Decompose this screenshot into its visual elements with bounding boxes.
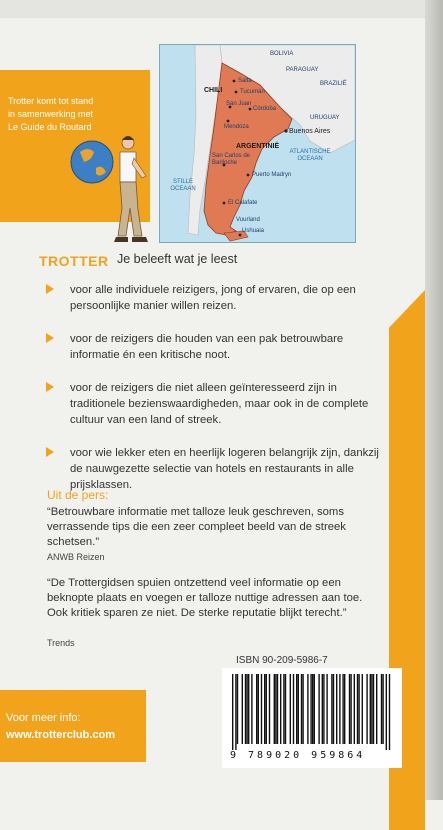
barcode-bar <box>350 674 351 744</box>
map-label-buenos-aires: Buenos Aires <box>289 128 331 135</box>
audience-list <box>46 282 386 510</box>
barcode-bar <box>373 674 374 744</box>
accent-panel-bottom-left <box>0 690 146 762</box>
barcode-bar <box>331 674 332 744</box>
barcode-bar <box>264 674 265 744</box>
barcode-bar <box>310 674 311 744</box>
list-item <box>46 380 386 428</box>
press-quote-source: ANWB Reizen <box>47 552 105 562</box>
barcode-bar <box>371 674 372 744</box>
barcode-bar <box>242 674 243 744</box>
list-item <box>46 282 386 314</box>
argentina-map <box>159 44 356 243</box>
barcode-bar <box>274 674 275 744</box>
press-quote: “Betrouwbare informatie met talloze leuk geschreven, soms verrassende tips die een zeer compleet beeld van de streek schetsen.” <box>47 506 346 548</box>
barcode-bar <box>266 674 267 744</box>
barcode-bar <box>248 674 249 744</box>
barcode-bar <box>298 674 299 744</box>
barcode-bar <box>275 674 276 744</box>
press-heading: Uit de pers: <box>47 488 109 502</box>
barcode-bar <box>296 674 297 744</box>
barcode-bar <box>322 674 323 744</box>
map-label-bolivia: BOLIVIA <box>270 51 294 57</box>
barcode-bar <box>342 674 343 744</box>
barcode-bar <box>285 674 286 744</box>
barcode-bar <box>344 674 345 744</box>
list-item <box>46 445 386 493</box>
barcode-bar <box>251 674 252 744</box>
partner-note-line: Le Guide du Routard <box>8 122 92 132</box>
brand-tagline: Je beleeft wat je leest <box>117 252 238 266</box>
barcode-bar <box>293 674 294 744</box>
barcode-bar <box>246 674 247 744</box>
barcode-bar <box>258 674 259 744</box>
barcode-bar <box>362 674 363 744</box>
bullet-arrow-icon <box>46 333 54 343</box>
barcode-bar <box>336 674 337 744</box>
barcode-bar <box>280 674 281 744</box>
barcode-bar <box>381 674 382 744</box>
barcode-bar <box>366 674 367 744</box>
map-label-cordoba: Córdoba <box>253 106 277 112</box>
barcode-bar <box>349 674 350 744</box>
map-label-tucuman: Tucumán <box>240 89 265 95</box>
barcode-bar <box>354 674 355 744</box>
barcode-bar <box>235 674 236 750</box>
barcode-bar <box>232 674 233 750</box>
barcode-bar <box>376 674 377 744</box>
press-quote: “De Trottergidsen spuien ontzettend veel informatie op een beknopte plaats en voegen er talloze nuttige adressen aan toe. Ook kritiek sparen ze niet. De sterke reputatie blijkt terecht.” <box>47 577 363 619</box>
partner-note-line: in samenwerking met <box>8 109 94 119</box>
barcode-bar <box>283 674 284 744</box>
map-label-argentina: ARGENTINIË <box>236 143 280 150</box>
barcode-bar <box>386 674 387 750</box>
map-label-el-calafate: El Calafate <box>228 200 258 206</box>
barcode-digits: 9 789020 959864 <box>230 750 366 761</box>
barcode-bar <box>339 674 340 744</box>
barcode-bar <box>301 674 302 744</box>
map-label-pacific: STILLE OCEAAN <box>170 179 196 192</box>
barcode-bar <box>269 674 270 744</box>
map-label-ushuaia: Ushuaia <box>242 228 265 234</box>
barcode-bar <box>256 674 257 744</box>
barcode-bars <box>222 668 402 752</box>
isbn-number: ISBN 90-209-5986-7 <box>236 655 328 666</box>
map-label-salta: Salta <box>238 78 252 84</box>
barcode-bar <box>357 674 358 744</box>
map-label-brazil: BRAZILIË <box>320 81 347 87</box>
bullet-arrow-icon <box>46 284 54 294</box>
map-label-vuurland: Vuurland <box>236 217 260 223</box>
barcode-bar <box>302 674 303 744</box>
map-label-chile: CHILI <box>204 87 223 94</box>
website-link[interactable]: www.trotterclub.com <box>6 729 115 741</box>
barcode-bar <box>312 674 313 744</box>
brand-logo: TROTTER <box>39 253 109 269</box>
barcode-bar <box>245 674 246 744</box>
map-label-san-juan: San Juan <box>226 101 252 107</box>
barcode-bar <box>370 674 371 744</box>
barcode-bar <box>290 674 291 744</box>
map-label-atlantic: ATLANTISCHE OCEAAN <box>289 149 331 162</box>
map-label-bariloche: San Carlos de Bariloche <box>212 153 251 166</box>
barcode-bar <box>307 674 308 744</box>
barcode-bar <box>318 674 319 744</box>
barcode-bar <box>382 674 383 744</box>
barcode-bar <box>261 674 262 744</box>
map-label-paraguay: PARAGUAY <box>286 67 319 73</box>
barcode-bar <box>326 674 327 744</box>
map-label-mendoza: Mendoza <box>224 124 249 130</box>
list-item-text: voor de reizigers die houden van een pak betrouwbare informatie én een kritische noot. <box>70 333 344 361</box>
bullet-arrow-icon <box>46 382 54 392</box>
more-info-label: Voor meer info: <box>6 712 81 724</box>
traveler-with-globe-illustration <box>70 118 162 244</box>
cover-top-band <box>0 0 425 18</box>
barcode-bar <box>358 674 359 744</box>
partner-note-line: Trotter komt tot stand <box>8 96 94 106</box>
list-item-text: voor wie lekker eten en heerlijk logeren belangrijk zijn, dankzij de nauwgezette selectie van hotels en restaurants in alle prijsklassen. <box>70 447 379 491</box>
barcode-bar <box>237 674 238 744</box>
barcode-bar <box>323 674 324 744</box>
map-label-uruguay: URUGUAY <box>310 115 340 121</box>
cover-spine-edge <box>425 0 443 800</box>
barcode-bar <box>314 674 315 744</box>
press-quote-source: Trends <box>47 638 75 648</box>
barcode-bar <box>277 674 278 744</box>
list-item-text: voor de reizigers die niet alleen geïnteresseerd zijn in traditionele bezienswaardigheden, maar ook in de complete cultuur van een land of streek. <box>70 382 369 426</box>
barcode-bar <box>333 674 334 744</box>
list-item <box>46 331 386 363</box>
barcode-bar <box>389 674 390 750</box>
map-label-puerto-madryn: Puerto Madryn <box>252 172 292 178</box>
bullet-arrow-icon <box>46 447 54 457</box>
list-item-text: voor alle individuele reizigers, jong of ervaren, die op een persoonlijke manier willen reizen. <box>70 284 356 312</box>
